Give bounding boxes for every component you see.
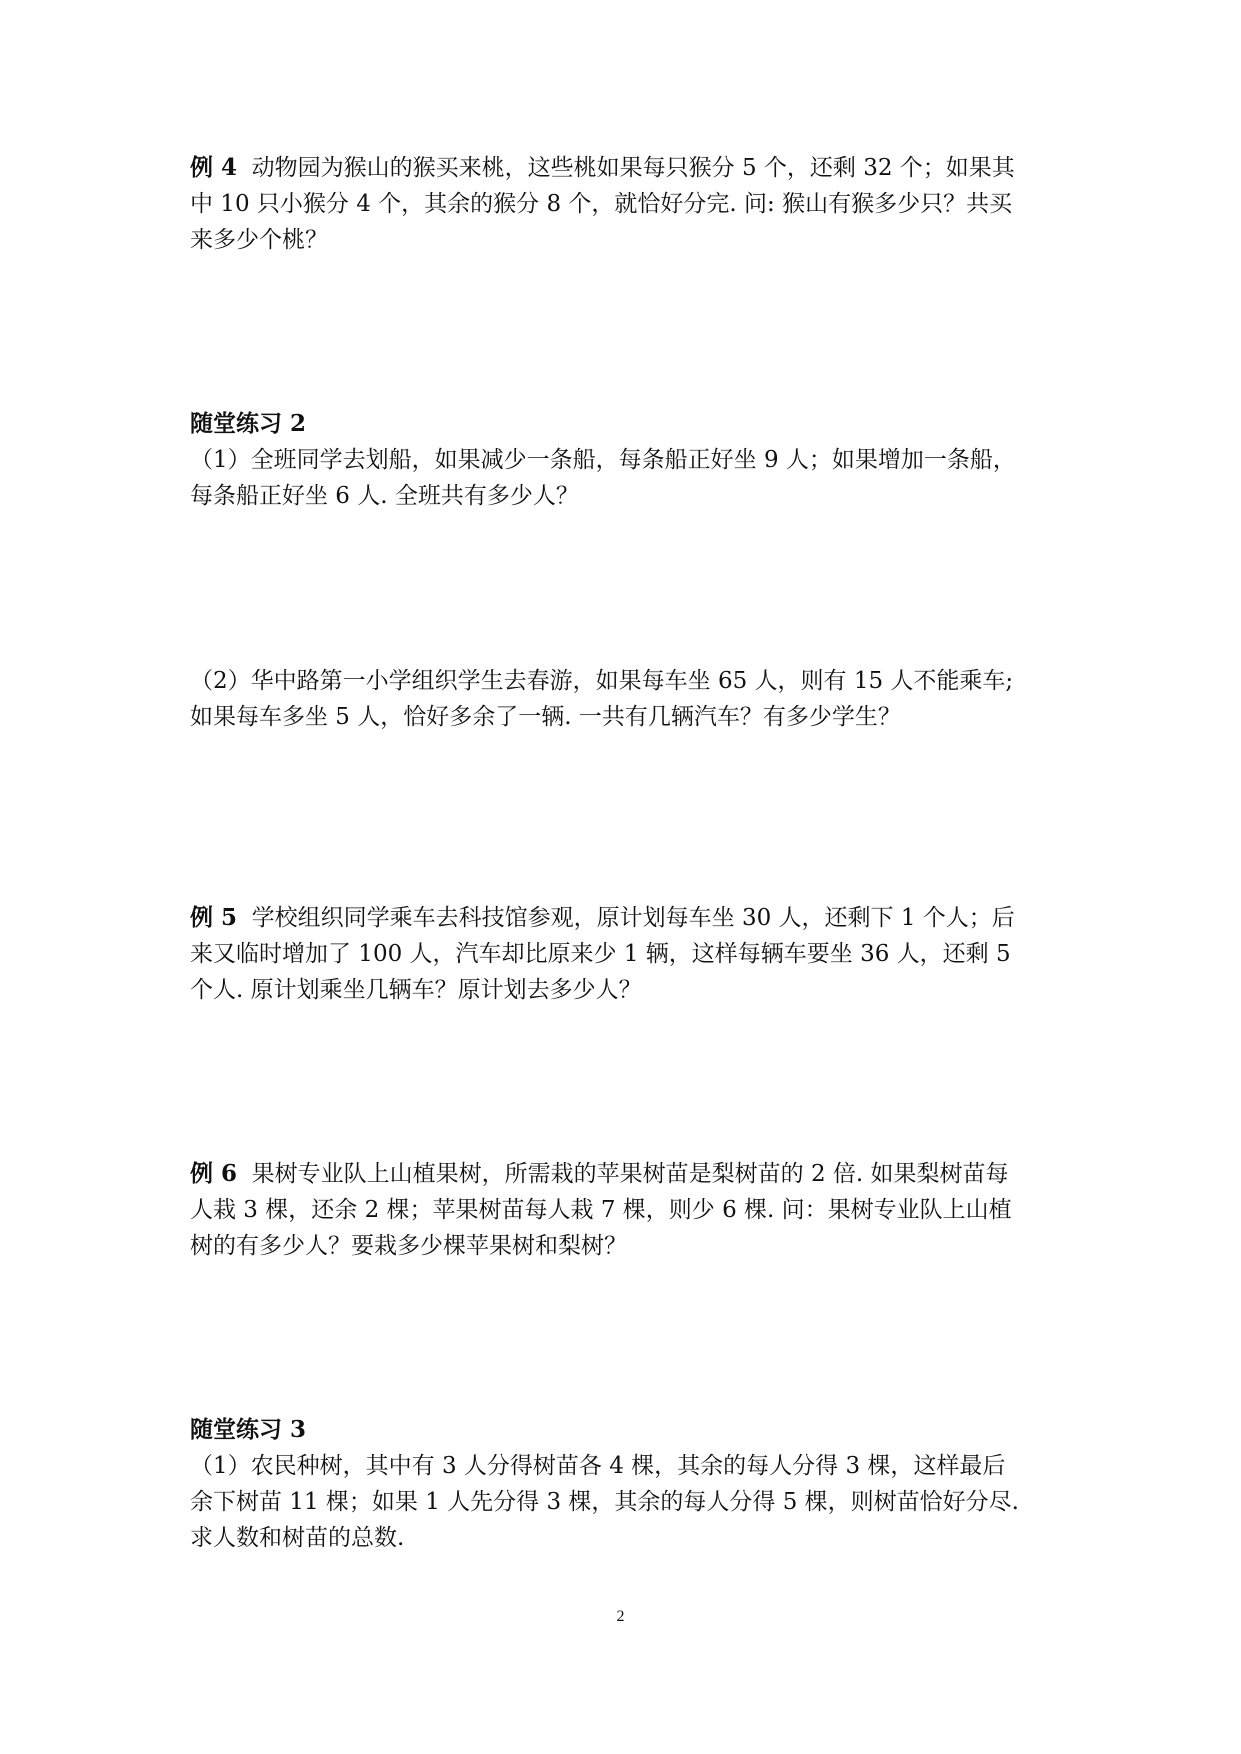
example-5-line-1: [190, 900, 1070, 936]
example-4-text-1: 动物园为猴山的猴买来桃，这些桃如果每只猴分 5 个，还剩 32 个；如果其: [251, 155, 1015, 181]
example-6-line-2: 人栽 3 棵，还余 2 棵；苹果树苗每人栽 7 棵，则少 6 棵. 问：果树专业队上山植: [190, 1197, 1012, 1223]
example-4-line-1: [190, 150, 1070, 186]
example-5-text-1: 学校组织同学乘车去科技馆参观，原计划每车坐 30 人，还剩下 1 个人；后: [251, 905, 1015, 931]
practice-3: [190, 1412, 1070, 1556]
example-5-label: 例 5: [190, 904, 238, 931]
example-5: [190, 900, 1070, 1008]
example-6-line-3: 树的有多少人？要栽多少棵苹果树和梨树？: [190, 1233, 627, 1259]
practice-2-q2-line-1: （2）华中路第一小学组织学生去春游，如果每车坐 65 人，则有 15 人不能乘车;: [190, 668, 1014, 694]
example-6: [190, 1156, 1070, 1264]
page-number: 2: [616, 1608, 625, 1625]
practice-3-heading: 随堂练习 3: [190, 1416, 307, 1443]
example-4: [190, 150, 1070, 258]
practice-2-q2-line-2: 如果每车多坐 5 人，恰好多余了一辆. 一共有几辆汽车？有多少学生？: [190, 704, 901, 730]
practice-2-heading: 随堂练习 2: [190, 410, 307, 437]
practice-3-q1-line-2: 余下树苗 11 棵；如果 1 人先分得 3 棵，其余的每人分得 5 棵，则树苗恰好分尽.: [190, 1489, 1019, 1515]
example-4-label: 例 4: [190, 154, 238, 181]
example-5-line-2: 来又临时增加了 100 人，汽车却比原来少 1 辆，这样每辆车要坐 36 人，还剩 5: [190, 941, 1011, 967]
example-4-line-2: 中 10 只小猴分 4 个，其余的猴分 8 个，就恰好分完. 问: 猴山有猴多少只？共买: [190, 191, 1013, 217]
example-6-text-1: 果树专业队上山植果树，所需栽的苹果树苗是梨树苗的 2 倍. 如果梨树苗每: [251, 1161, 1009, 1187]
practice-2-q1-line-1: （1）全班同学去划船，如果减少一条船，每条船正好坐 9 人；如果增加一条船，: [190, 447, 1016, 473]
practice-2-q1-line-2: 每条船正好坐 6 人. 全班共有多少人？: [190, 483, 579, 509]
practice-2-q2: [190, 663, 1070, 735]
example-6-label: 例 6: [190, 1160, 238, 1187]
example-6-line-1: [190, 1156, 1070, 1192]
practice-2: [190, 406, 1070, 514]
practice-3-q1-line-3: 求人数和树苗的总数.: [190, 1525, 405, 1551]
example-5-line-3: 个人. 原计划乘坐几辆车？原计划去多少人？: [190, 977, 642, 1003]
example-4-line-3: 来多少个桃？: [190, 227, 328, 253]
practice-3-q1-line-1: （1）农民种树，其中有 3 人分得树苗各 4 棵，其余的每人分得 3 棵，这样最后: [190, 1453, 1006, 1479]
